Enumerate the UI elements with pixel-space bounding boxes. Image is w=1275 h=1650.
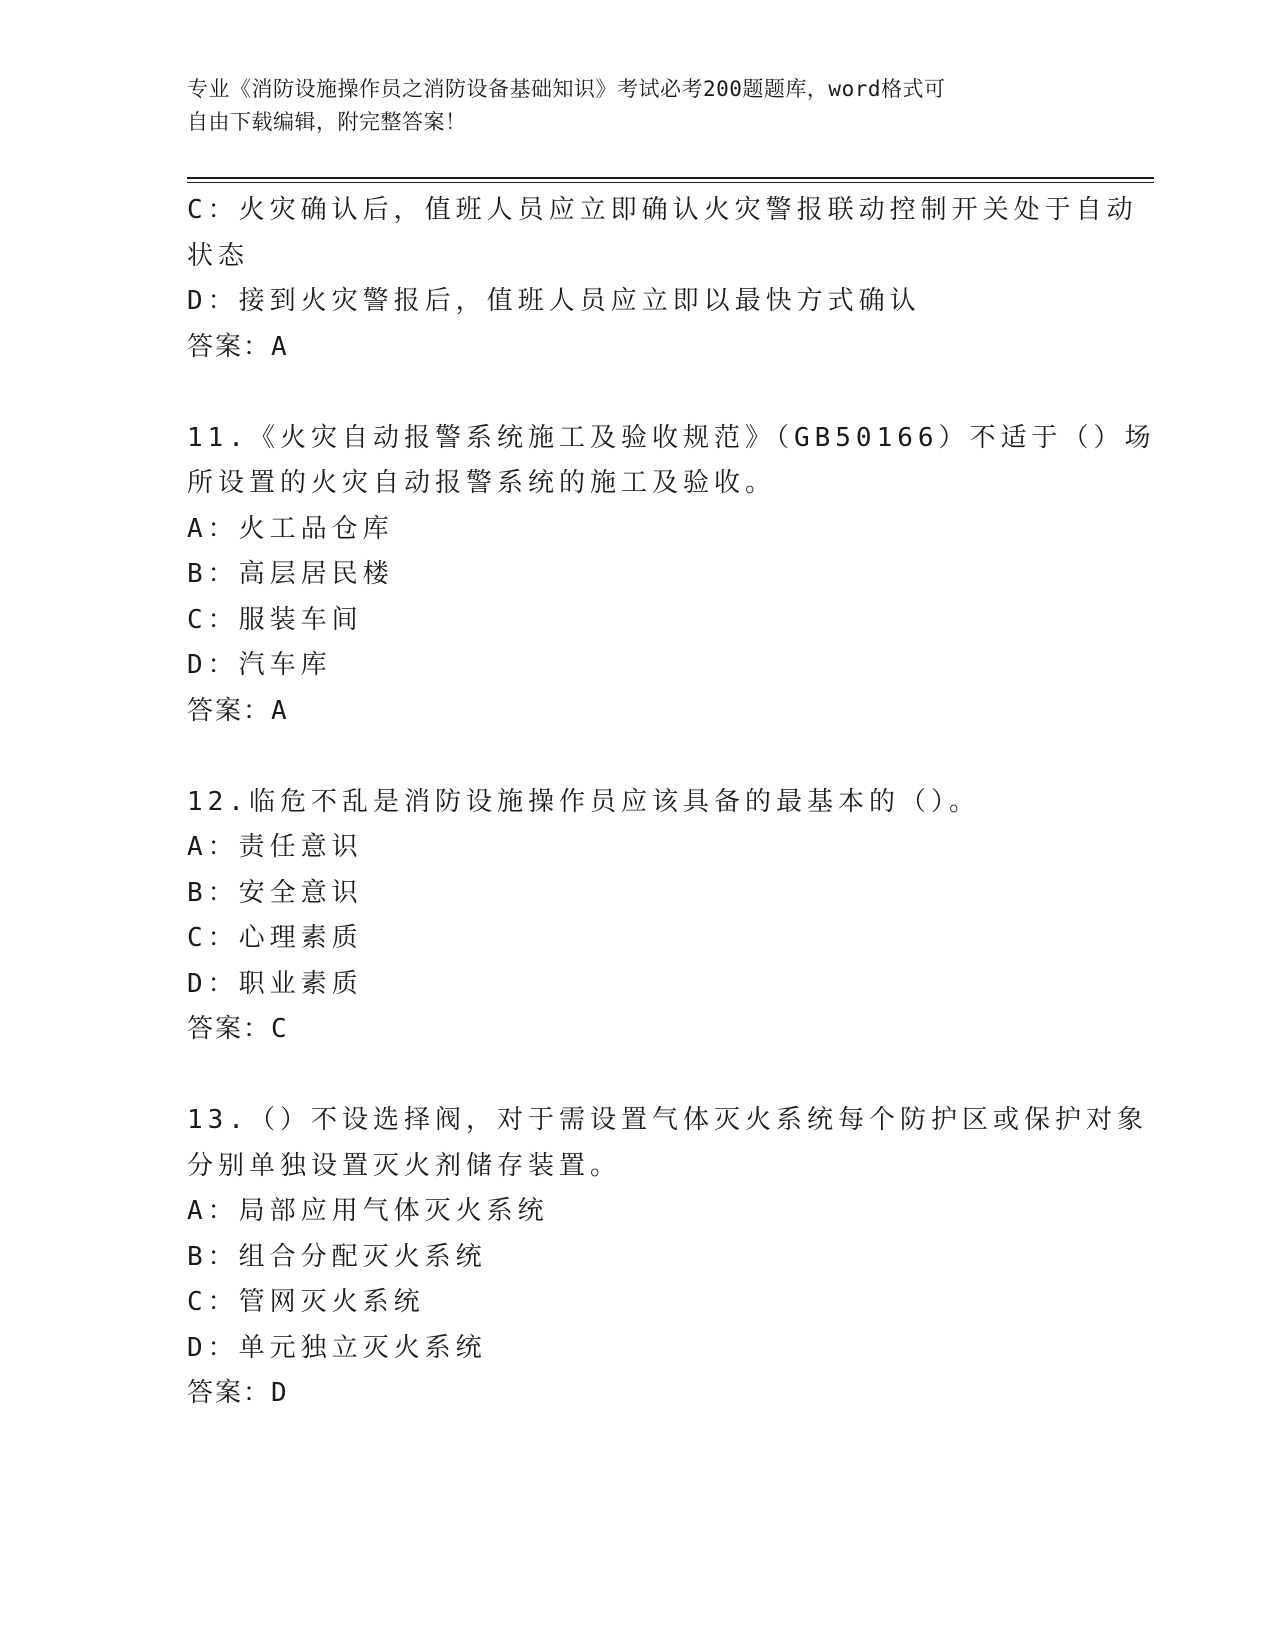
- header-title-line-1: 专业《消防设施操作员之消防设备基础知识》考试必考200题题库，word格式可: [187, 77, 946, 101]
- option-c-line-1: C：火灾确认后，值班人员应立即确认火灾警报联动控制开关处于自动: [187, 195, 1138, 225]
- header-divider-thick: [187, 177, 1154, 179]
- answer: 答案：D: [187, 1378, 289, 1408]
- question-stem-line-1: 12.临危不乱是消防设施操作员应该具备的最基本的（）。: [187, 786, 980, 817]
- option-b: B：组合分配灭火系统: [187, 1241, 487, 1272]
- option-a: A：局部应用气体灭火系统: [187, 1196, 549, 1226]
- document-header: [187, 73, 1067, 139]
- question-10-continued: [187, 188, 1138, 370]
- option-d: D：单元独立灭火系统: [187, 1332, 487, 1363]
- question-spacer: [187, 370, 1087, 416]
- question-stem-line-2: 所设置的火灾自动报警系统的施工及验收。: [187, 468, 777, 498]
- option-c-line-2: 状态: [187, 240, 250, 271]
- option-a: A：责任意识: [187, 832, 363, 862]
- question-spacer: [187, 1053, 1087, 1099]
- question-13: [187, 1098, 1148, 1417]
- question-stem-line-1: 11.《火灾自动报警系统施工及验收规范》（GB50166）不适于（）场: [187, 422, 1156, 453]
- header-title-line-2: 自由下载编辑，附完整答案！: [187, 110, 467, 134]
- option-c: C：心理素质: [187, 923, 363, 953]
- question-11: [187, 416, 1156, 735]
- question-stem-line-2: 分别单独设置灭火剂储存装置。: [187, 1150, 622, 1181]
- header-divider-thin: [187, 182, 1154, 183]
- question-spacer: [187, 734, 1087, 780]
- question-list: [187, 188, 1156, 1417]
- option-d: D：汽车库: [187, 650, 332, 680]
- question-12: [187, 780, 1087, 1053]
- option-a: A：火工品仓库: [187, 513, 394, 544]
- option-b: B：高层居民楼: [187, 559, 394, 589]
- option-b: B：安全意识: [187, 877, 363, 908]
- question-stem-line-1: 13.（）不设选择阀，对于需设置气体灭火系统每个防护区或保护对象: [187, 1105, 1148, 1135]
- option-c: C：服装车间: [187, 604, 363, 635]
- option-c: C：管网灭火系统: [187, 1287, 425, 1317]
- answer: 答案：A: [187, 695, 289, 726]
- answer: 答案：A: [187, 331, 289, 362]
- option-d: D：接到火灾警报后，值班人员应立即以最快方式确认: [187, 286, 921, 316]
- option-d: D：职业素质: [187, 968, 363, 999]
- answer: 答案：C: [187, 1014, 289, 1044]
